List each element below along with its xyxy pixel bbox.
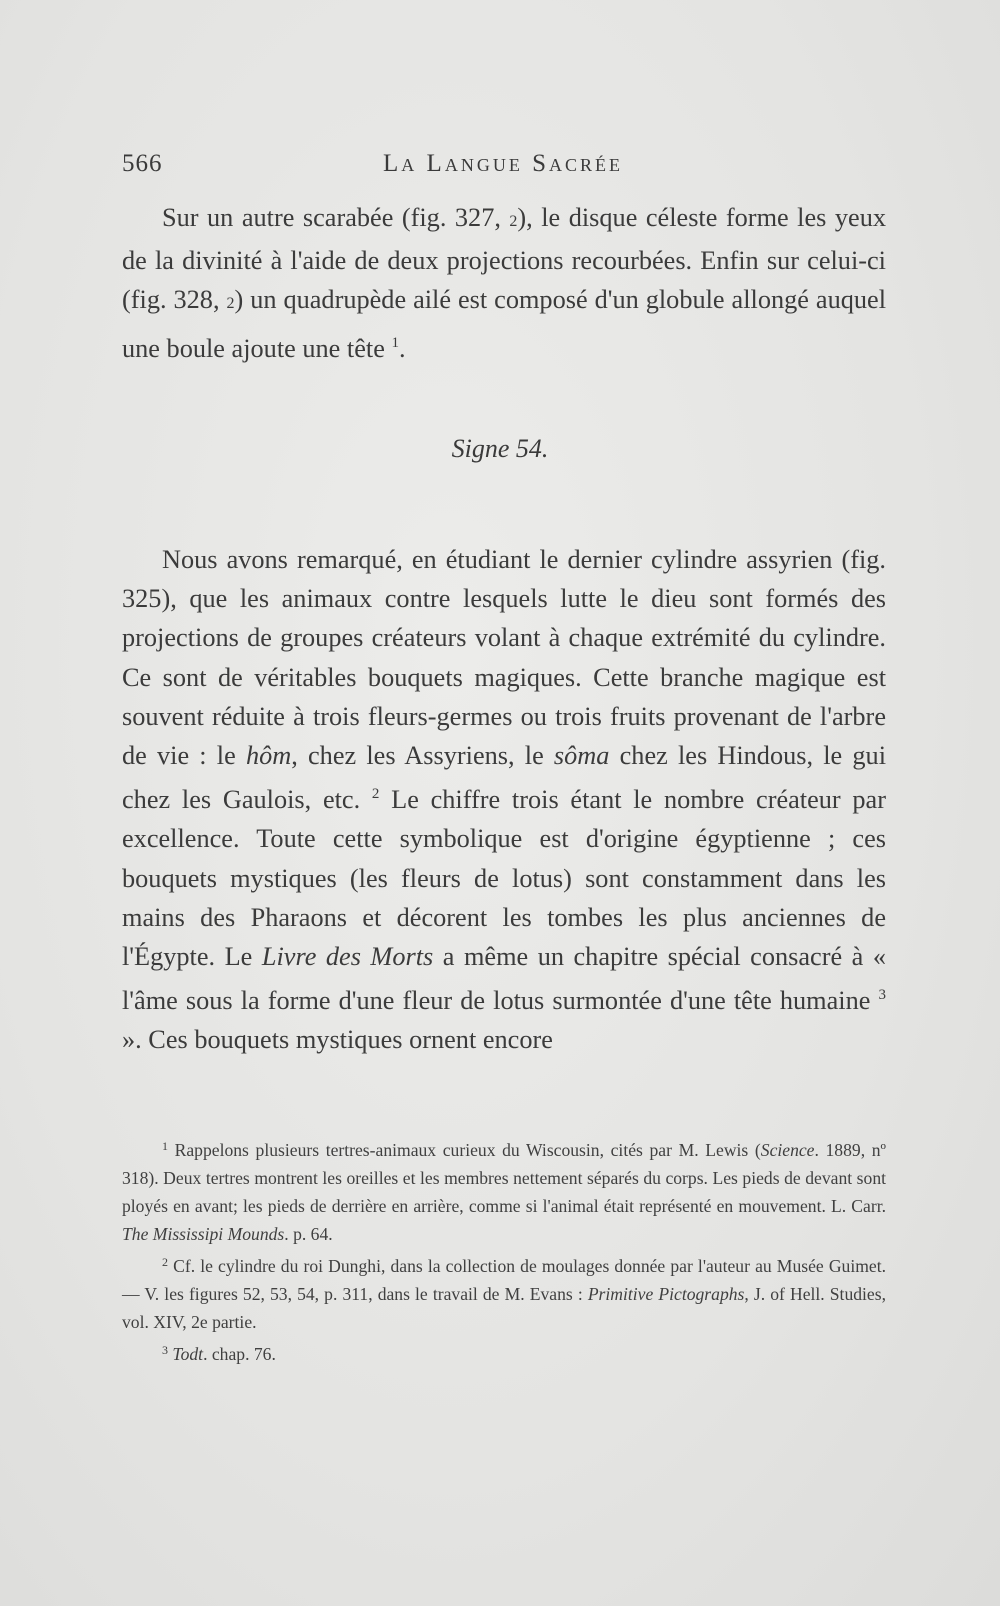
text-run: . chap. 76. <box>203 1344 276 1364</box>
section-heading: Signe 54. <box>451 434 549 463</box>
italic-term: sôma <box>553 741 610 771</box>
text-run: ), le disque céleste forme les yeux de la divinité à l'aide de deux projections recourbées. Enfin sur celui-ci (fig. 328, <box>122 203 887 315</box>
italic-term: hôm <box>245 741 292 771</box>
text-run: Cf. le cylindre du roi Dunghi, dans la collection de moulages donnée par l'auteur au Musée Guimet. — V. les figures 52, 53, 54, p. 311, dans le travail de M. Evans : <box>122 1256 886 1304</box>
text-run: . <box>398 333 406 363</box>
text-run: , chez les Assyriens, le <box>291 741 554 771</box>
text-run: 2 <box>509 213 518 230</box>
footnote-ref-3[interactable]: 3 <box>878 987 886 1004</box>
text-run: Sur un autre scarabée (fig. 327, <box>162 203 510 232</box>
italic-title: Science <box>760 1140 815 1160</box>
italic-title: Todt <box>172 1344 204 1364</box>
page-number: 566 <box>122 150 163 177</box>
text-run: . p. 64. <box>284 1224 333 1244</box>
text-run: , J. of Hell. Studies, vol. XIV, 2e partie. <box>122 1284 886 1332</box>
text-run: chez les Hindous, le gui chez les Gaulois, etc. <box>122 741 886 815</box>
italic-title: The Mississipi Mounds <box>122 1224 285 1244</box>
text-run: Nous avons remarqué, en étudiant le dernier cylindre assyrien (fig. 325), que les animaux contre lesquels lutte le dieu sont formés des projections de groupes créateurs volant à chaque extrémité du cylindre. Ce sont de véritables bouquets magiques. Cette branche magique est souvent réduite à trois fleurs-germes ou trois fruits provenant de l'arbre de vie : le <box>122 545 886 771</box>
footnote-ref-1[interactable]: 1 <box>391 334 399 351</box>
text-run: ». Ces bouquets mystiques ornent encore <box>122 1025 553 1055</box>
footnote-3 <box>122 1336 886 1368</box>
footnote-1 <box>122 1132 886 1248</box>
paragraph-scarab <box>122 198 886 368</box>
text-run: Le chiffre trois étant le nombre créateur par excellence. Toute cette symbolique est d'origine égyptienne ; ces bouquets mystiques (les fleurs de lotus) sont constamment dans les mains des Pharaons et décorent les tombes les plus anciennes de l'Égypte. Le <box>122 785 886 972</box>
paragraph-signe-54 <box>122 540 886 1060</box>
italic-title: Primitive Pictographs <box>587 1284 745 1304</box>
text-run: a même un chapitre spécial consacré à « l'âme sous la forme d'une fleur de lotus surmontée d'une tête humaine <box>122 942 886 1016</box>
footnote-2 <box>122 1248 886 1336</box>
text-run: 2 <box>226 295 235 313</box>
text-run: . 1889, nº 318). Deux tertres montrent les oreilles et les membres nettement séparés du corps. Les pieds de devant sont ployés en avant; les pieds de derrière en arrière, comme si l'animal était représenté en mouvement. L. Carr. <box>122 1140 886 1216</box>
footnote-mark: 3 <box>162 1343 168 1357</box>
footnote-ref-2[interactable]: 2 <box>371 786 380 803</box>
running-title: La Langue Sacrée <box>383 150 623 177</box>
text-run: Rappelons plusieurs tertres-animaux curieux du Wiscousin, cités par M. Lewis ( <box>168 1140 761 1160</box>
text-run: ) un quadrupède ailé est composé d'un globule allongé auquel une boule ajoute une tête <box>122 285 886 363</box>
footnote-mark: 1 <box>162 1139 168 1153</box>
footnotes <box>122 1132 886 1368</box>
page-header <box>122 150 884 186</box>
italic-title: Livre des Morts <box>261 942 434 972</box>
footnote-mark: 2 <box>162 1255 168 1269</box>
